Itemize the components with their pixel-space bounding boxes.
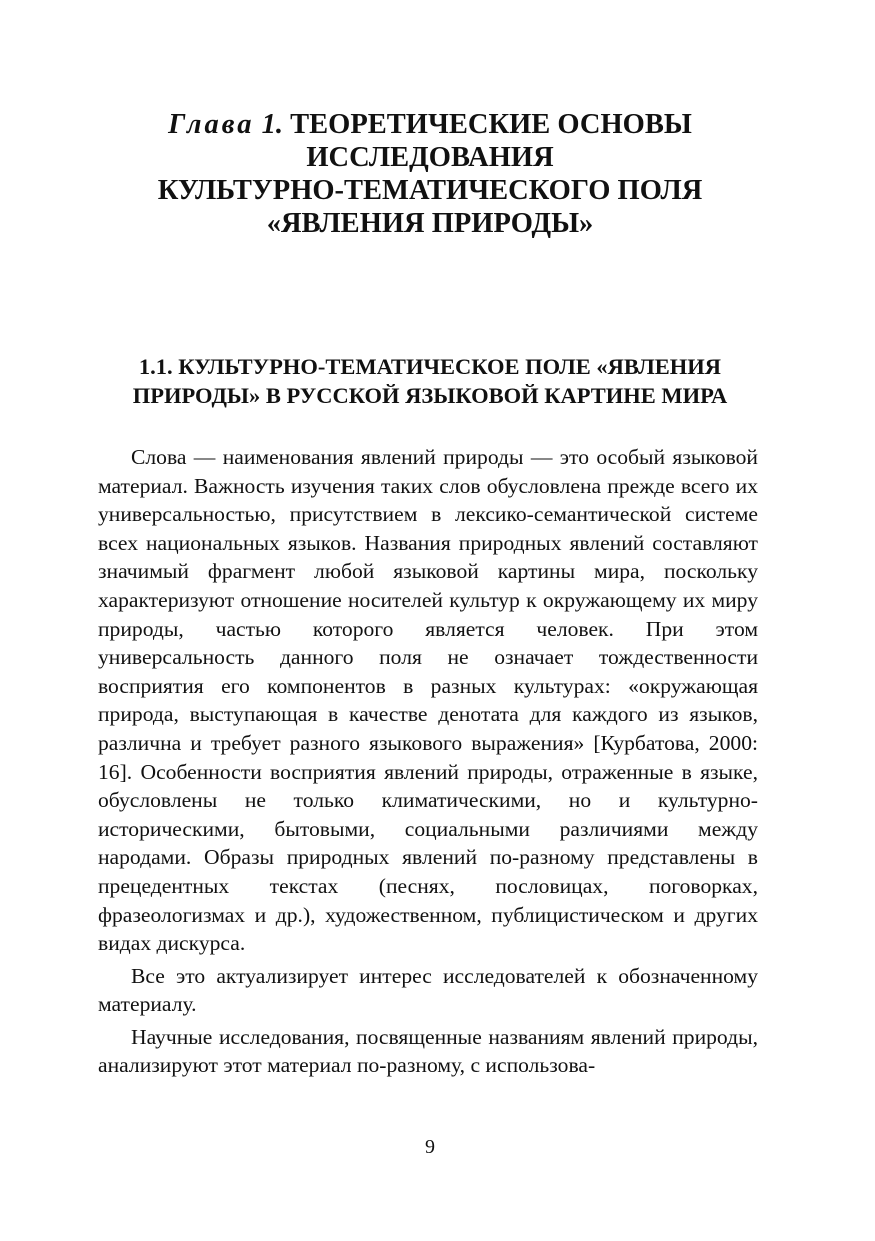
body-text [98, 443, 758, 1084]
section-title-line: 1.1. КУЛЬТУРНО-ТЕМАТИЧЕСКОЕ ПОЛЕ «ЯВЛЕНИЯ [138, 354, 722, 379]
chapter-title-line: «ЯВЛЕНИЯ ПРИРОДЫ» [266, 208, 594, 239]
chapter-title-line: КУЛЬТУРНО-ТЕМАТИЧЕСКОГО ПОЛЯ [157, 175, 703, 206]
section-title [98, 352, 762, 410]
chapter-title-line: ТЕОРЕТИЧЕСКИЕ ОСНОВЫ [290, 109, 692, 140]
paragraph: Научные исследования, посвященные названиям явлений природы, анализируют этот материал по-разному, с использова- [98, 1024, 758, 1078]
chapter-number: 1. [261, 109, 284, 140]
section-title-line: ПРИРОДЫ» В РУССКОЙ ЯЗЫКОВОЙ КАРТИНЕ МИРА [132, 383, 728, 408]
chapter-title-line: ИССЛЕДОВАНИЯ [306, 142, 554, 173]
paragraph: Все это актуализирует интерес исследователей к обозначенному материалу. [98, 963, 758, 1017]
chapter-label: Глава [168, 109, 255, 140]
chapter-title [100, 108, 760, 240]
paragraph: Слова — наименования явлений природы — это особый языковой материал. Важность изучения таких слов обусловлена прежде всего их универсальностью, присутствием в лексико-семантической системе всех национальных языков. Названия природных явлений составляют значимый фрагмент любой языковой картины мира, поскольку характеризуют отношение носителей культур к окружающему их миру природы, частью которого является человек. При этом универсальность данного поля не означает тождественности восприятия его компонентов в разных культурах: «окружающая природа, выступающая в качестве денотата для каждого из языков, различна и требует разного языкового выражения» [Курбатова, 2000: 16]. Особенности восприятия явлений природы, отраженные в языке, обусловлены не только климатическими, но и культурно-историческими, бытовыми, социальными различиями между народами. Образы природных явлений по-разному представлены в прецедентных текстах (песнях, пословицах, поговорках, фразеологизмах и др.), художественном, публицистическом и других видах дискурса. [98, 445, 758, 956]
page-number: 9 [425, 1136, 435, 1158]
